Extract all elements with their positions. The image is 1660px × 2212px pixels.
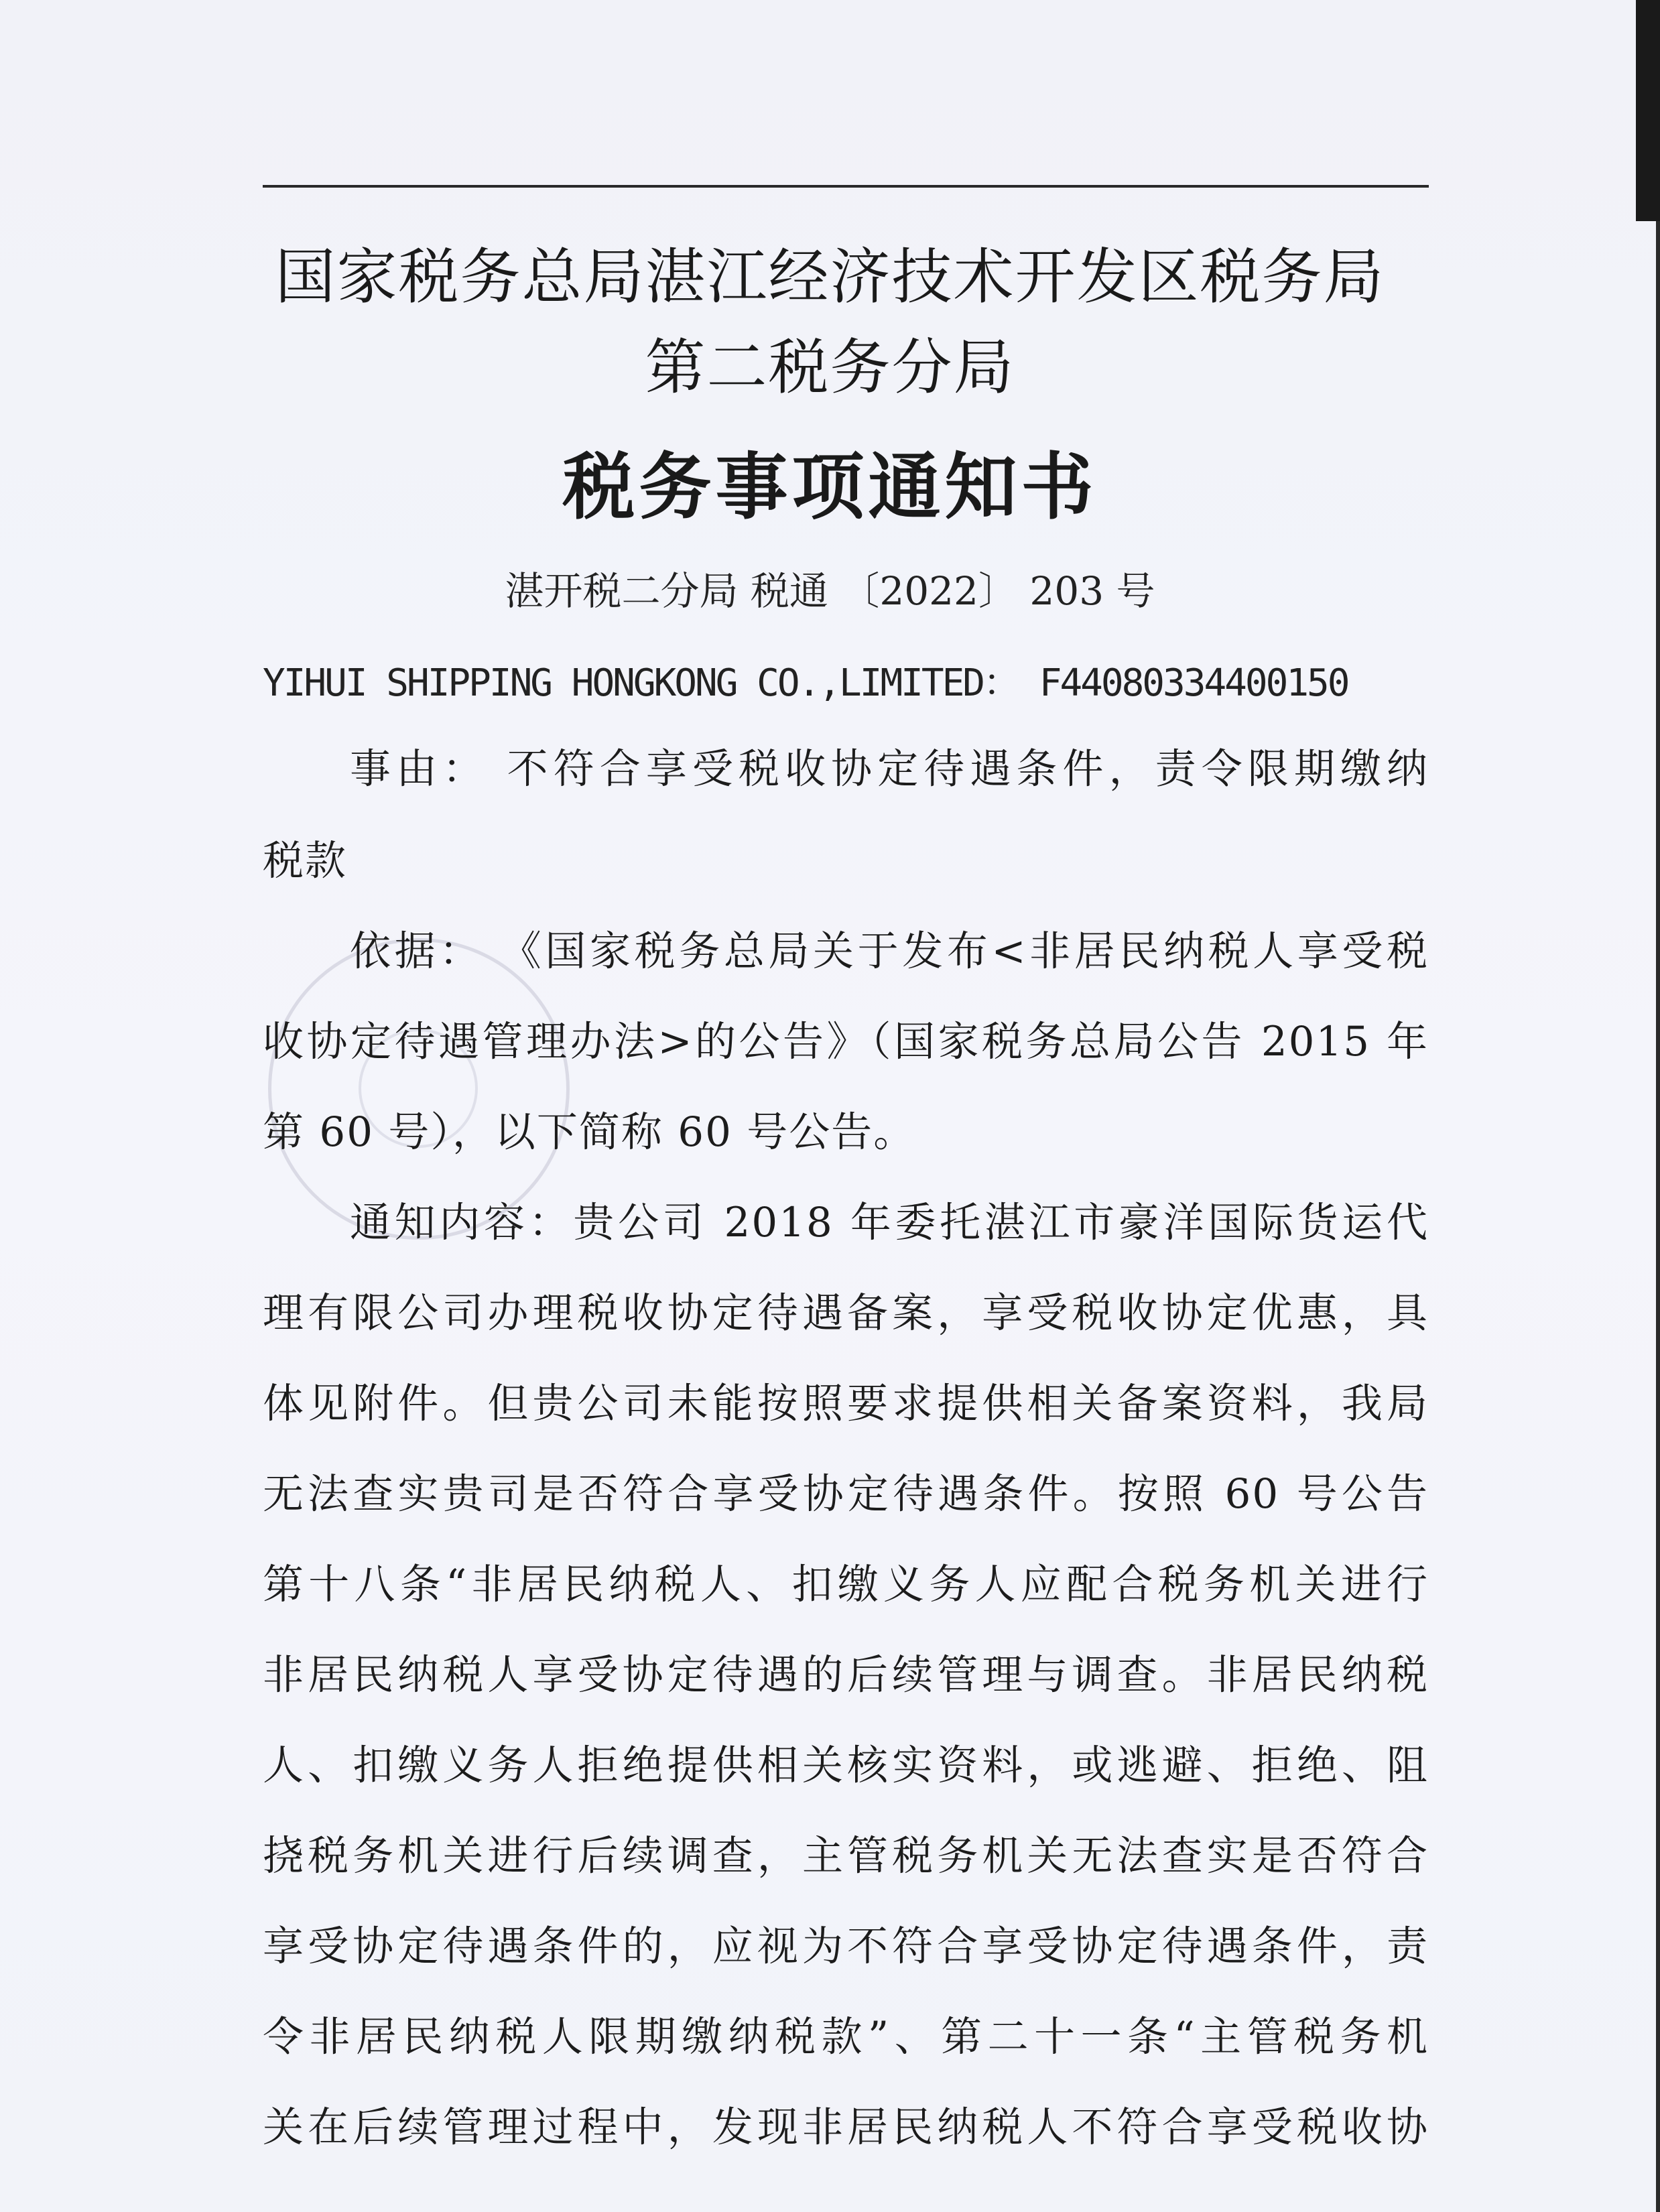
body-line: 第 60 号），以下简称 60 号公告。 bbox=[263, 1108, 916, 1156]
issuer-line-1: 国家税务总局湛江经济技术开发区税务局 bbox=[275, 242, 1385, 312]
body-line: 收协定待遇管理办法>的公告》（国家税务总局公告 2015 年 bbox=[263, 1018, 1429, 1065]
body-line: 第十八条“非居民纳税人、扣缴义务人应配合税务机关进行 bbox=[263, 1561, 1429, 1608]
body-line: 享受协定待遇条件的，应视为不符合享受协定待遇条件，责 bbox=[263, 1923, 1429, 1970]
body-line: 税款 bbox=[263, 837, 348, 885]
scan-edge-shadow bbox=[1636, 0, 1660, 221]
body-line: 理有限公司办理税收协定待遇备案，享受税收协定优惠，具 bbox=[263, 1289, 1429, 1337]
body-line: 通知内容：贵公司 2018 年委托湛江市豪洋国际货运代 bbox=[350, 1199, 1429, 1246]
body-line: 依据： 《国家税务总局关于发布<非居民纳税人享受税 bbox=[350, 927, 1429, 975]
document-number: 湛开税二分局 税通 〔2022〕 203 号 bbox=[505, 568, 1155, 614]
recipient-line: YIHUI SHIPPING HONGKONG CO.,LIMITED： F44080334400150 bbox=[263, 661, 1348, 705]
body-line: 人、扣缴义务人拒绝提供相关核实资料，或逃避、拒绝、阻 bbox=[263, 1742, 1429, 1789]
body-line: 令非居民纳税人限期缴纳税款”、第二十一条“主管税务机 bbox=[263, 2013, 1429, 2061]
body-line: 挠税务机关进行后续调查，主管税务机关无法查实是否符合 bbox=[263, 1832, 1429, 1880]
header-rule bbox=[263, 185, 1429, 188]
body-line: 无法查实贵司是否符合享受协定待遇条件。按照 60 号公告 bbox=[263, 1470, 1429, 1518]
body-line: 事由： 不符合享受税收协定待遇条件，责令限期缴纳 bbox=[350, 745, 1429, 793]
document-title: 税务事项通知书 bbox=[562, 446, 1098, 529]
body-line: 关在后续管理过程中，发现非居民纳税人不符合享受税收协 bbox=[263, 2103, 1429, 2151]
body-line: 非居民纳税人享受协定待遇的后续管理与调查。非居民纳税 bbox=[263, 1651, 1429, 1699]
faded-seal-stamp bbox=[268, 938, 570, 1240]
issuer-line-2: 第二税务分局 bbox=[645, 332, 1015, 403]
body-line: 体见附件。但贵公司未能按照要求提供相关备案资料，我局 bbox=[263, 1380, 1429, 1427]
